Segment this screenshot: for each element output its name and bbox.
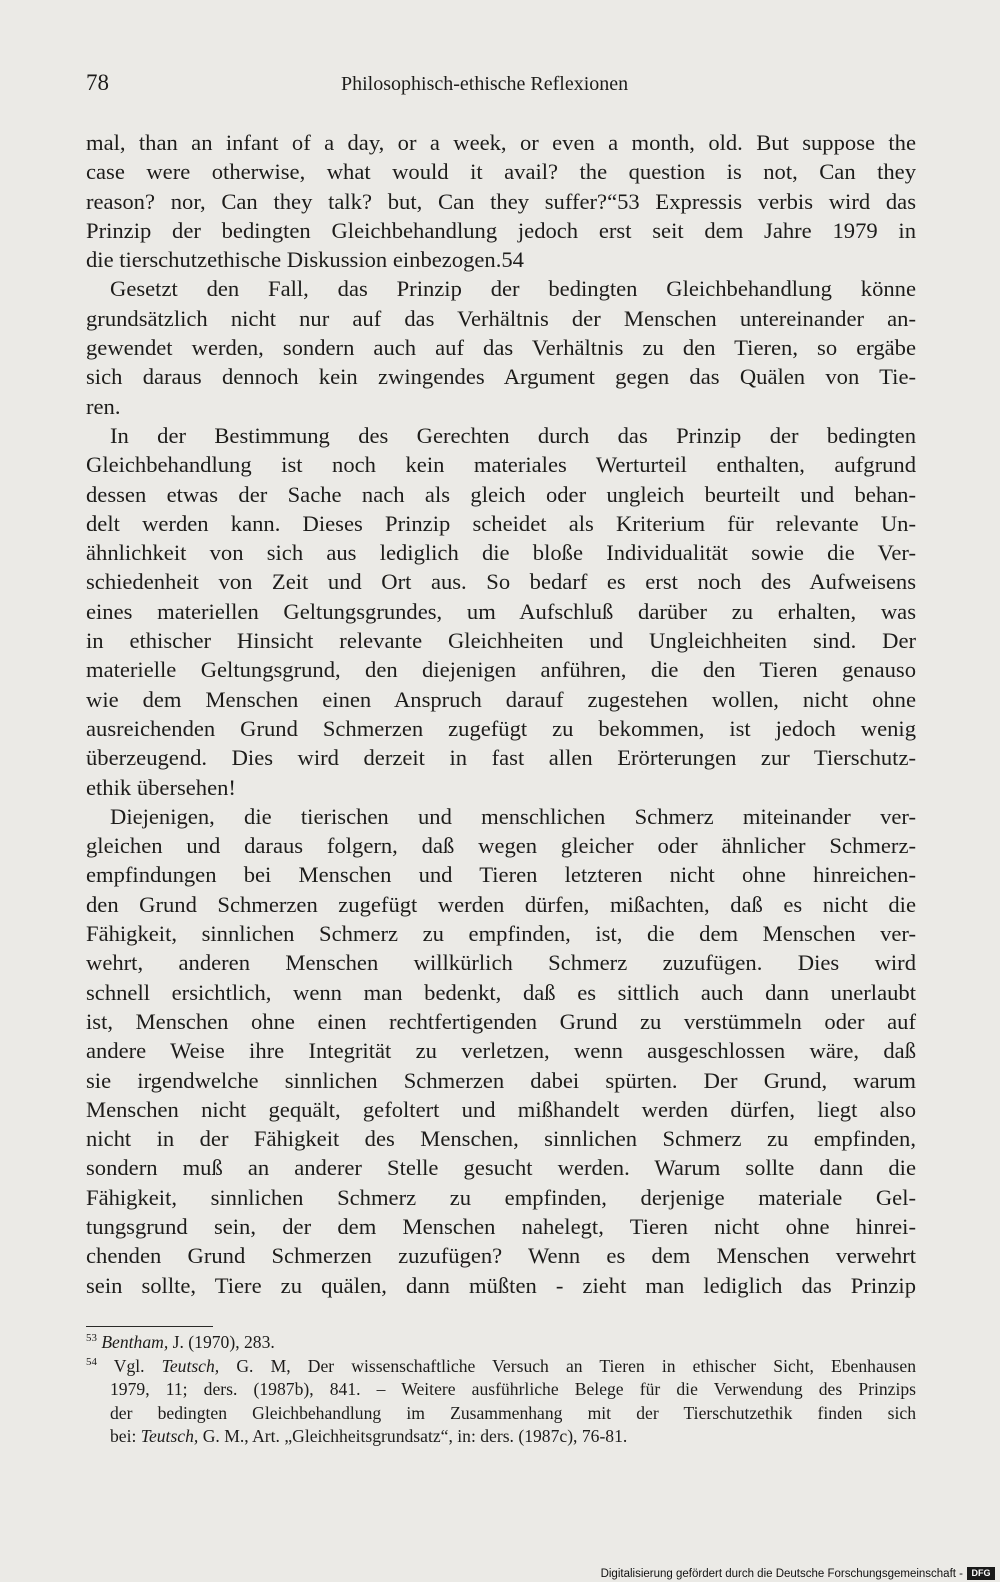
footnote-marker: 53	[86, 1332, 97, 1345]
footnote-54	[86, 1355, 916, 1379]
text-line: sondern muß an anderer Stelle gesucht werden. Warum sollte dann die	[86, 1155, 916, 1181]
text-line: Fähigkeit, sinnlichen Schmerz zu empfinden, ist, die dem Menschen ver-	[86, 921, 916, 947]
text-line: ist, Menschen ohne einen rechtfertigenden Grund zu verstümmeln oder auf	[86, 1008, 916, 1034]
text-line: Fähigkeit, sinnlichen Schmerz zu empfinden, derjenige materiale Gel-	[86, 1184, 916, 1210]
footnote-54-continued	[86, 1425, 916, 1449]
text-line: dessen etwas der Sache nach als gleich oder ungleich beurteilt und behan-	[86, 481, 916, 507]
text-line: Menschen nicht gequält, gefoltert und mißhandelt werden dürfen, liegt also	[86, 1096, 916, 1122]
text-line: case were otherwise, what would it avail? the question is not, Can they	[86, 159, 916, 185]
text-line: wehrt, anderen Menschen willkürlich Schmerz zuzufügen. Dies wird	[86, 950, 916, 976]
footnote-text: J. (1970), 283.	[168, 1332, 275, 1352]
page-number: 78	[86, 70, 109, 95]
text-line: mal, than an infant of a day, or a week, or even a month, old. But suppose the	[86, 130, 916, 155]
footnote-marker: 54	[86, 1355, 97, 1368]
text-line: schnell ersichtlich, wenn man bedenkt, daß es sittlich auch dann unerlaubt	[86, 979, 916, 1005]
text-line: andere Weise ihre Integrität zu verletzen, wenn ausgeschlossen wäre, daß	[86, 1038, 916, 1064]
footnote-54-continued: 1979, 11; ders. (1987b), 841. – Weitere ausführliche Belege für die Verwendung des Prinzips	[110, 1379, 916, 1400]
text-line: gleichen und daraus folgern, daß wegen gleicher oder ähnlicher Schmerz-	[86, 833, 916, 859]
footnote-author: Bentham,	[101, 1332, 169, 1352]
text-line: ähnlichkeit von sich aus lediglich die bloße Individualität sowie die Ver-	[86, 540, 916, 566]
footnote-text: Vgl.	[113, 1355, 162, 1376]
text-line: überzeugend. Dies wird derzeit in fast allen Erörterungen zur Tierschutz-	[86, 745, 916, 771]
dfg-logo: DFG	[967, 1567, 995, 1580]
digitization-credit: Digitalisierung gefördert durch die Deutsche Forschungsgemeinschaft -	[600, 1568, 963, 1580]
text-line: sie irgendwelche sinnlichen Schmerzen dabei spürten. Der Grund, warum	[86, 1067, 916, 1093]
text-line: den Grund Schmerzen zugefügt werden dürfen, mißachten, daß es nicht die	[86, 891, 916, 917]
footnote-text: G. M, Der wissenschaftliche Versuch an Tieren in ethischer Sicht, Ebenhausen	[219, 1355, 917, 1376]
footnote-author: Teutsch,	[161, 1355, 220, 1376]
text-line: ausreichenden Grund Schmerzen zugefügt zu bekommen, ist jedoch wenig	[86, 715, 916, 741]
text-line: Gesetzt den Fall, das Prinzip der bedingten Gleichbehandlung könne	[110, 276, 916, 302]
text-line: Diejenigen, die tierischen und menschlichen Schmerz miteinander ver-	[110, 803, 916, 829]
text-line: Prinzip der bedingten Gleichbehandlung jedoch erst seit dem Jahre 1979 in	[86, 217, 916, 243]
text-line: eines materiellen Geltungsgrundes, um Aufschluß darüber zu erhalten, was	[86, 598, 916, 624]
body-text	[86, 128, 916, 1300]
text-line: grundsätzlich nicht nur auf das Verhältnis der Menschen untereinander an-	[86, 305, 916, 331]
footnote-54-continued: der bedingten Gleichbehandlung im Zusammenhang mit der Tierschutzethik finden sich	[110, 1402, 916, 1423]
running-title: Philosophisch-ethische Reflexionen	[341, 73, 629, 95]
text-line: sein sollte, Tiere zu quälen, dann müßten - zieht man lediglich das Prinzip	[86, 1272, 916, 1298]
text-line: materielle Geltungsgrund, den diejenigen anführen, die den Tieren genauso	[86, 657, 916, 683]
text-line: die tierschutzethische Diskussion einbezogen.54	[86, 247, 524, 273]
footnote-text: G. M., Art. „Gleichheitsgrundsatz“, in: ders. (1987c), 76-81.	[198, 1426, 628, 1447]
text-line: ethik übersehen!	[86, 774, 236, 800]
footnote-53	[86, 1331, 916, 1355]
text-line: nicht in der Fähigkeit des Menschen, sinnlichen Schmerz zu empfinden,	[86, 1126, 916, 1152]
footnote-divider	[86, 1326, 213, 1327]
digitization-footer	[0, 1566, 1000, 1582]
text-line: gewendet werden, sondern auch auf das Verhältnis zu den Tieren, so ergäbe	[86, 335, 916, 361]
text-line: delt werden kann. Dieses Prinzip scheidet als Kriterium für relevante Un-	[86, 510, 916, 536]
text-line: sich daraus dennoch kein zwingendes Argument gegen das Quälen von Tie-	[86, 364, 916, 390]
text-line: in ethischer Hinsicht relevante Gleichheiten und Ungleichheiten sind. Der	[86, 628, 916, 654]
text-line: Gleichbehandlung ist noch kein materiales Werturteil enthalten, aufgrund	[86, 452, 916, 478]
text-line: chenden Grund Schmerzen zuzufügen? Wenn es dem Menschen verwehrt	[86, 1243, 916, 1269]
text-line: wie dem Menschen einen Anspruch darauf zugestehen wollen, nicht ohne	[86, 686, 916, 712]
text-line: reason? nor, Can they talk? but, Can they suffer?“53 Expressis verbis wird das	[86, 188, 916, 214]
text-line: In der Bestimmung des Gerechten durch das Prinzip der bedingten	[110, 422, 916, 448]
text-line: tungsgrund sein, der dem Menschen nahelegt, Tieren nicht ohne hinrei-	[86, 1213, 916, 1239]
text-line: empfindungen bei Menschen und Tieren letzteren nicht ohne hinreichen-	[86, 862, 916, 888]
text-line: schiedenheit von Zeit und Ort aus. So bedarf es erst noch des Aufweisens	[86, 569, 916, 595]
running-header	[86, 70, 916, 102]
footnotes	[86, 1331, 916, 1449]
text-line: ren.	[86, 393, 121, 419]
footnote-author: Teutsch,	[140, 1426, 199, 1447]
footnote-text: bei:	[110, 1426, 141, 1447]
